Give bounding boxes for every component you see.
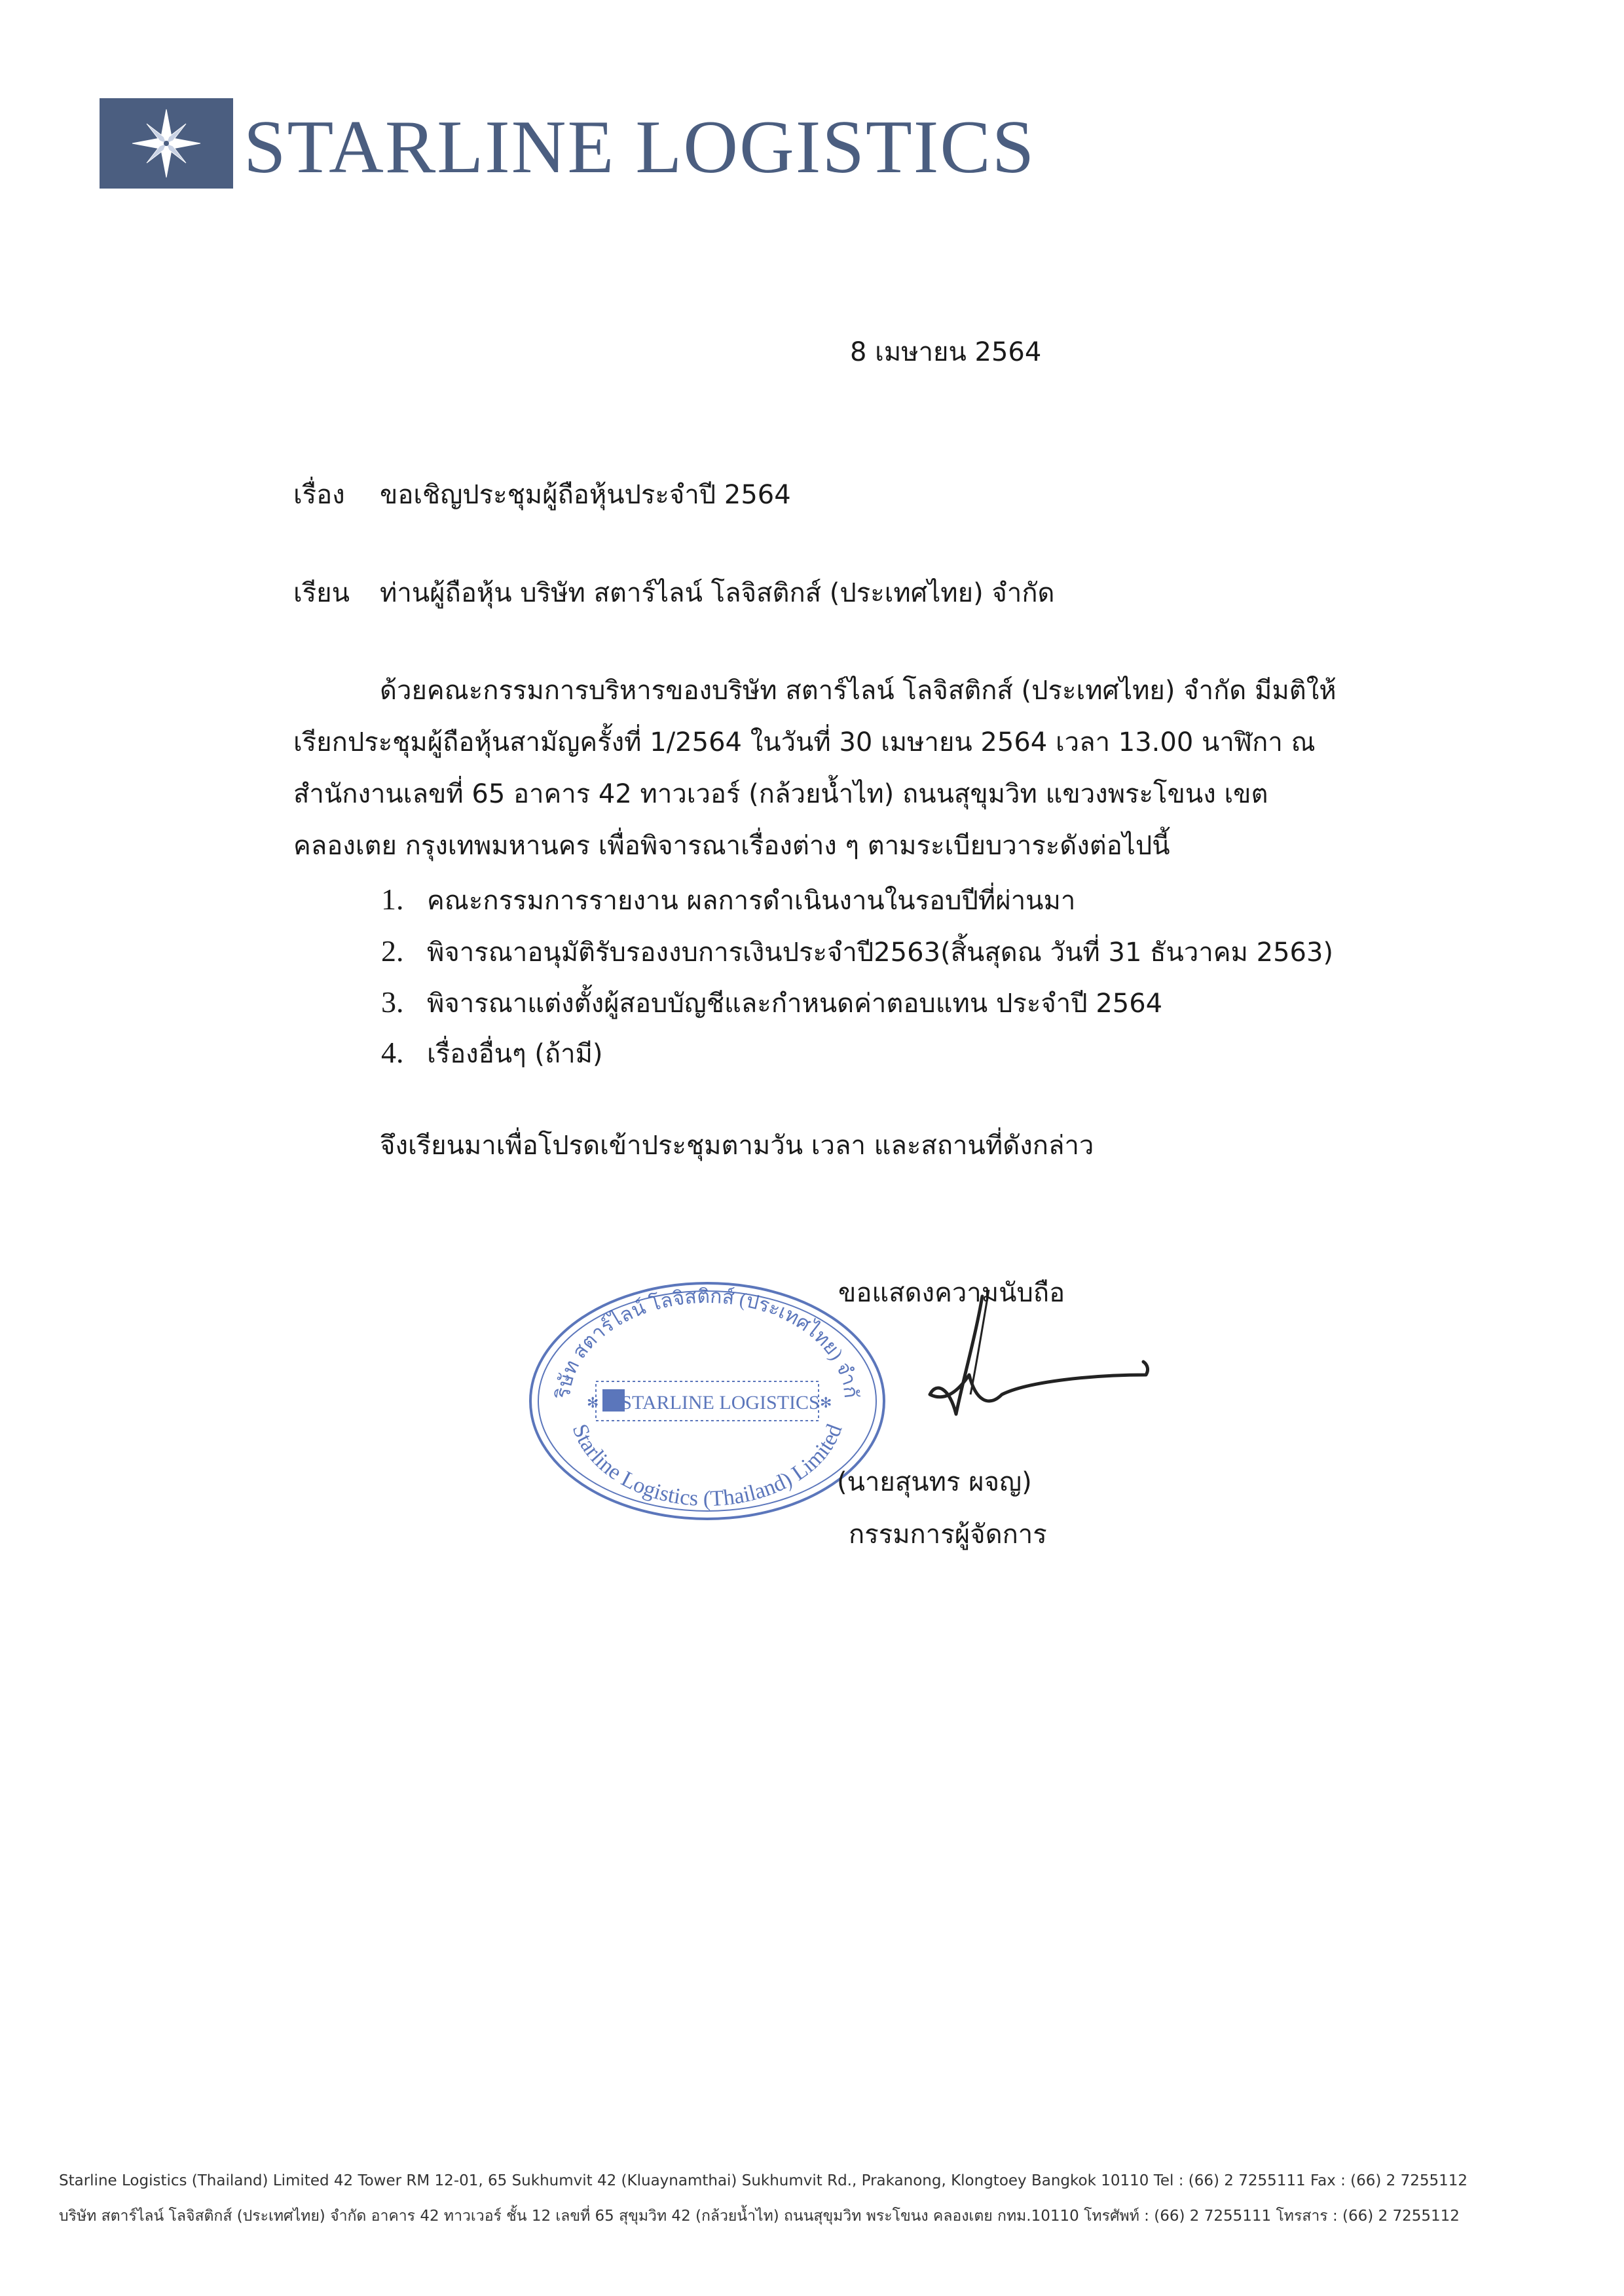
agenda-text: คณะกรรมการรายงาน ผลการดำเนินงานในรอบปีที่ผ่านมา	[427, 886, 1076, 916]
recipient-label: เรียน	[293, 578, 350, 608]
agenda-number: 1.	[381, 883, 404, 916]
regards-text: ขอแสดงความนับถือ	[838, 1278, 1065, 1308]
agenda-number: 3.	[381, 985, 404, 1019]
agenda-item	[381, 881, 1075, 919]
agenda-item	[381, 1034, 603, 1072]
brand-name: STARLINE LOGISTICS	[244, 105, 1036, 189]
subject-label: เรื่อง	[293, 480, 345, 510]
company-stamp	[524, 1277, 891, 1528]
logo-mark	[100, 98, 233, 189]
stamp-seal-icon	[524, 1277, 891, 1525]
subject-text: ขอเชิญประชุมผู้ถือหุ้นประจำปี 2564	[380, 480, 791, 510]
paragraph-line: เรียกประชุมผู้ถือหุ้นสามัญครั้งที่ 1/2564 ในวันที่ 30 เมษายน 2564 เวลา 13.00 นาฬิกา ณ	[293, 727, 1316, 757]
svg-text:✻: ✻	[820, 1394, 832, 1411]
paragraph-line: คลองเตย กรุงเทพมหานคร เพื่อพิจารณาเรื่องต่าง ๆ ตามระเบียบวาระดังต่อไปนี้	[293, 831, 1170, 861]
recipient-text: ท่านผู้ถือหุ้น บริษัท สตาร์ไลน์ โลจิสติกส์ (ประเทศไทย) จำกัด	[380, 578, 1055, 608]
compass-star-icon	[100, 98, 233, 189]
svg-text:Starline Logistics (Thailand): Starline Logistics (Thailand) Limited	[567, 1421, 847, 1512]
svg-text:บริษัท สตาร์ไลน์ โลจิสติกส์ (ป: ริษัท สตาร์ไลน์ โลจิสติกส์ (ประเทศไทย) จำกั	[552, 1285, 862, 1400]
footer-address-en: Starline Logistics (Thailand) Limited 42 Tower RM 12-01, 65 Sukhumvit 42 (Kluaynamthai) Sukhumvit Rd., Prakanong, Klongtoey Bangkok 10110 Tel : (66) 2 7255111 Fax : (66) 2 7255112	[59, 2172, 1468, 2189]
svg-text:✻: ✻	[587, 1394, 599, 1411]
agenda-item	[381, 984, 1162, 1022]
agenda-text: พิจารณาแต่งตั้งผู้สอบบัญชีและกำหนดค่าตอบแทน ประจำปี 2564	[427, 989, 1163, 1019]
closing-sentence: จึงเรียนมาเพื่อโปรดเข้าประชุมตามวัน เวลา และสถานที่ดังกล่าว	[380, 1131, 1094, 1161]
paragraph-line: สำนักงานเลขที่ 65 อาคาร 42 ทาวเวอร์ (กล้วยน้ำไท) ถนนสุขุมวิท แขวงพระโขนง เขต	[293, 779, 1268, 809]
agenda-number: 2.	[381, 934, 404, 968]
body-paragraph	[293, 665, 1380, 872]
svg-text:STARLINE LOGISTICS: STARLINE LOGISTICS	[621, 1392, 820, 1413]
footer-address-th: บริษัท สตาร์ไลน์ โลจิสติกส์ (ประเทศไทย) จำกัด อาคาร 42 ทาวเวอร์ ชั้น 12 เลขที่ 65 สุขุมวิท 42 (กล้วยน้ำไท) ถนนสุขุมวิท พระโขนง คลองเตย กทม.10110 โทรศัพท์ : (66) 2 7255111 โทรสาร : (66) 2 7255112	[59, 2208, 1460, 2225]
signer-name: (นายสุนทร ผจญ)	[837, 1467, 1032, 1497]
signer-title: กรรมการผู้จัดการ	[849, 1520, 1047, 1550]
paragraph-line: ด้วยคณะกรรมการบริหารของบริษัท สตาร์ไลน์ โลจิสติกส์ (ประเทศไทย) จำกัด มีมติให้	[380, 676, 1337, 706]
agenda-item	[381, 933, 1333, 971]
agenda-number: 4.	[381, 1036, 404, 1069]
agenda-text: พิจารณาอนุมัติรับรองงบการเงินประจำปี2563(สิ้นสุดณ วันที่ 31 ธันวาคม 2563)	[427, 938, 1334, 968]
letter-date: 8 เมษายน 2564	[850, 337, 1042, 367]
agenda-text: เรื่องอื่นๆ (ถ้ามี)	[427, 1039, 603, 1069]
